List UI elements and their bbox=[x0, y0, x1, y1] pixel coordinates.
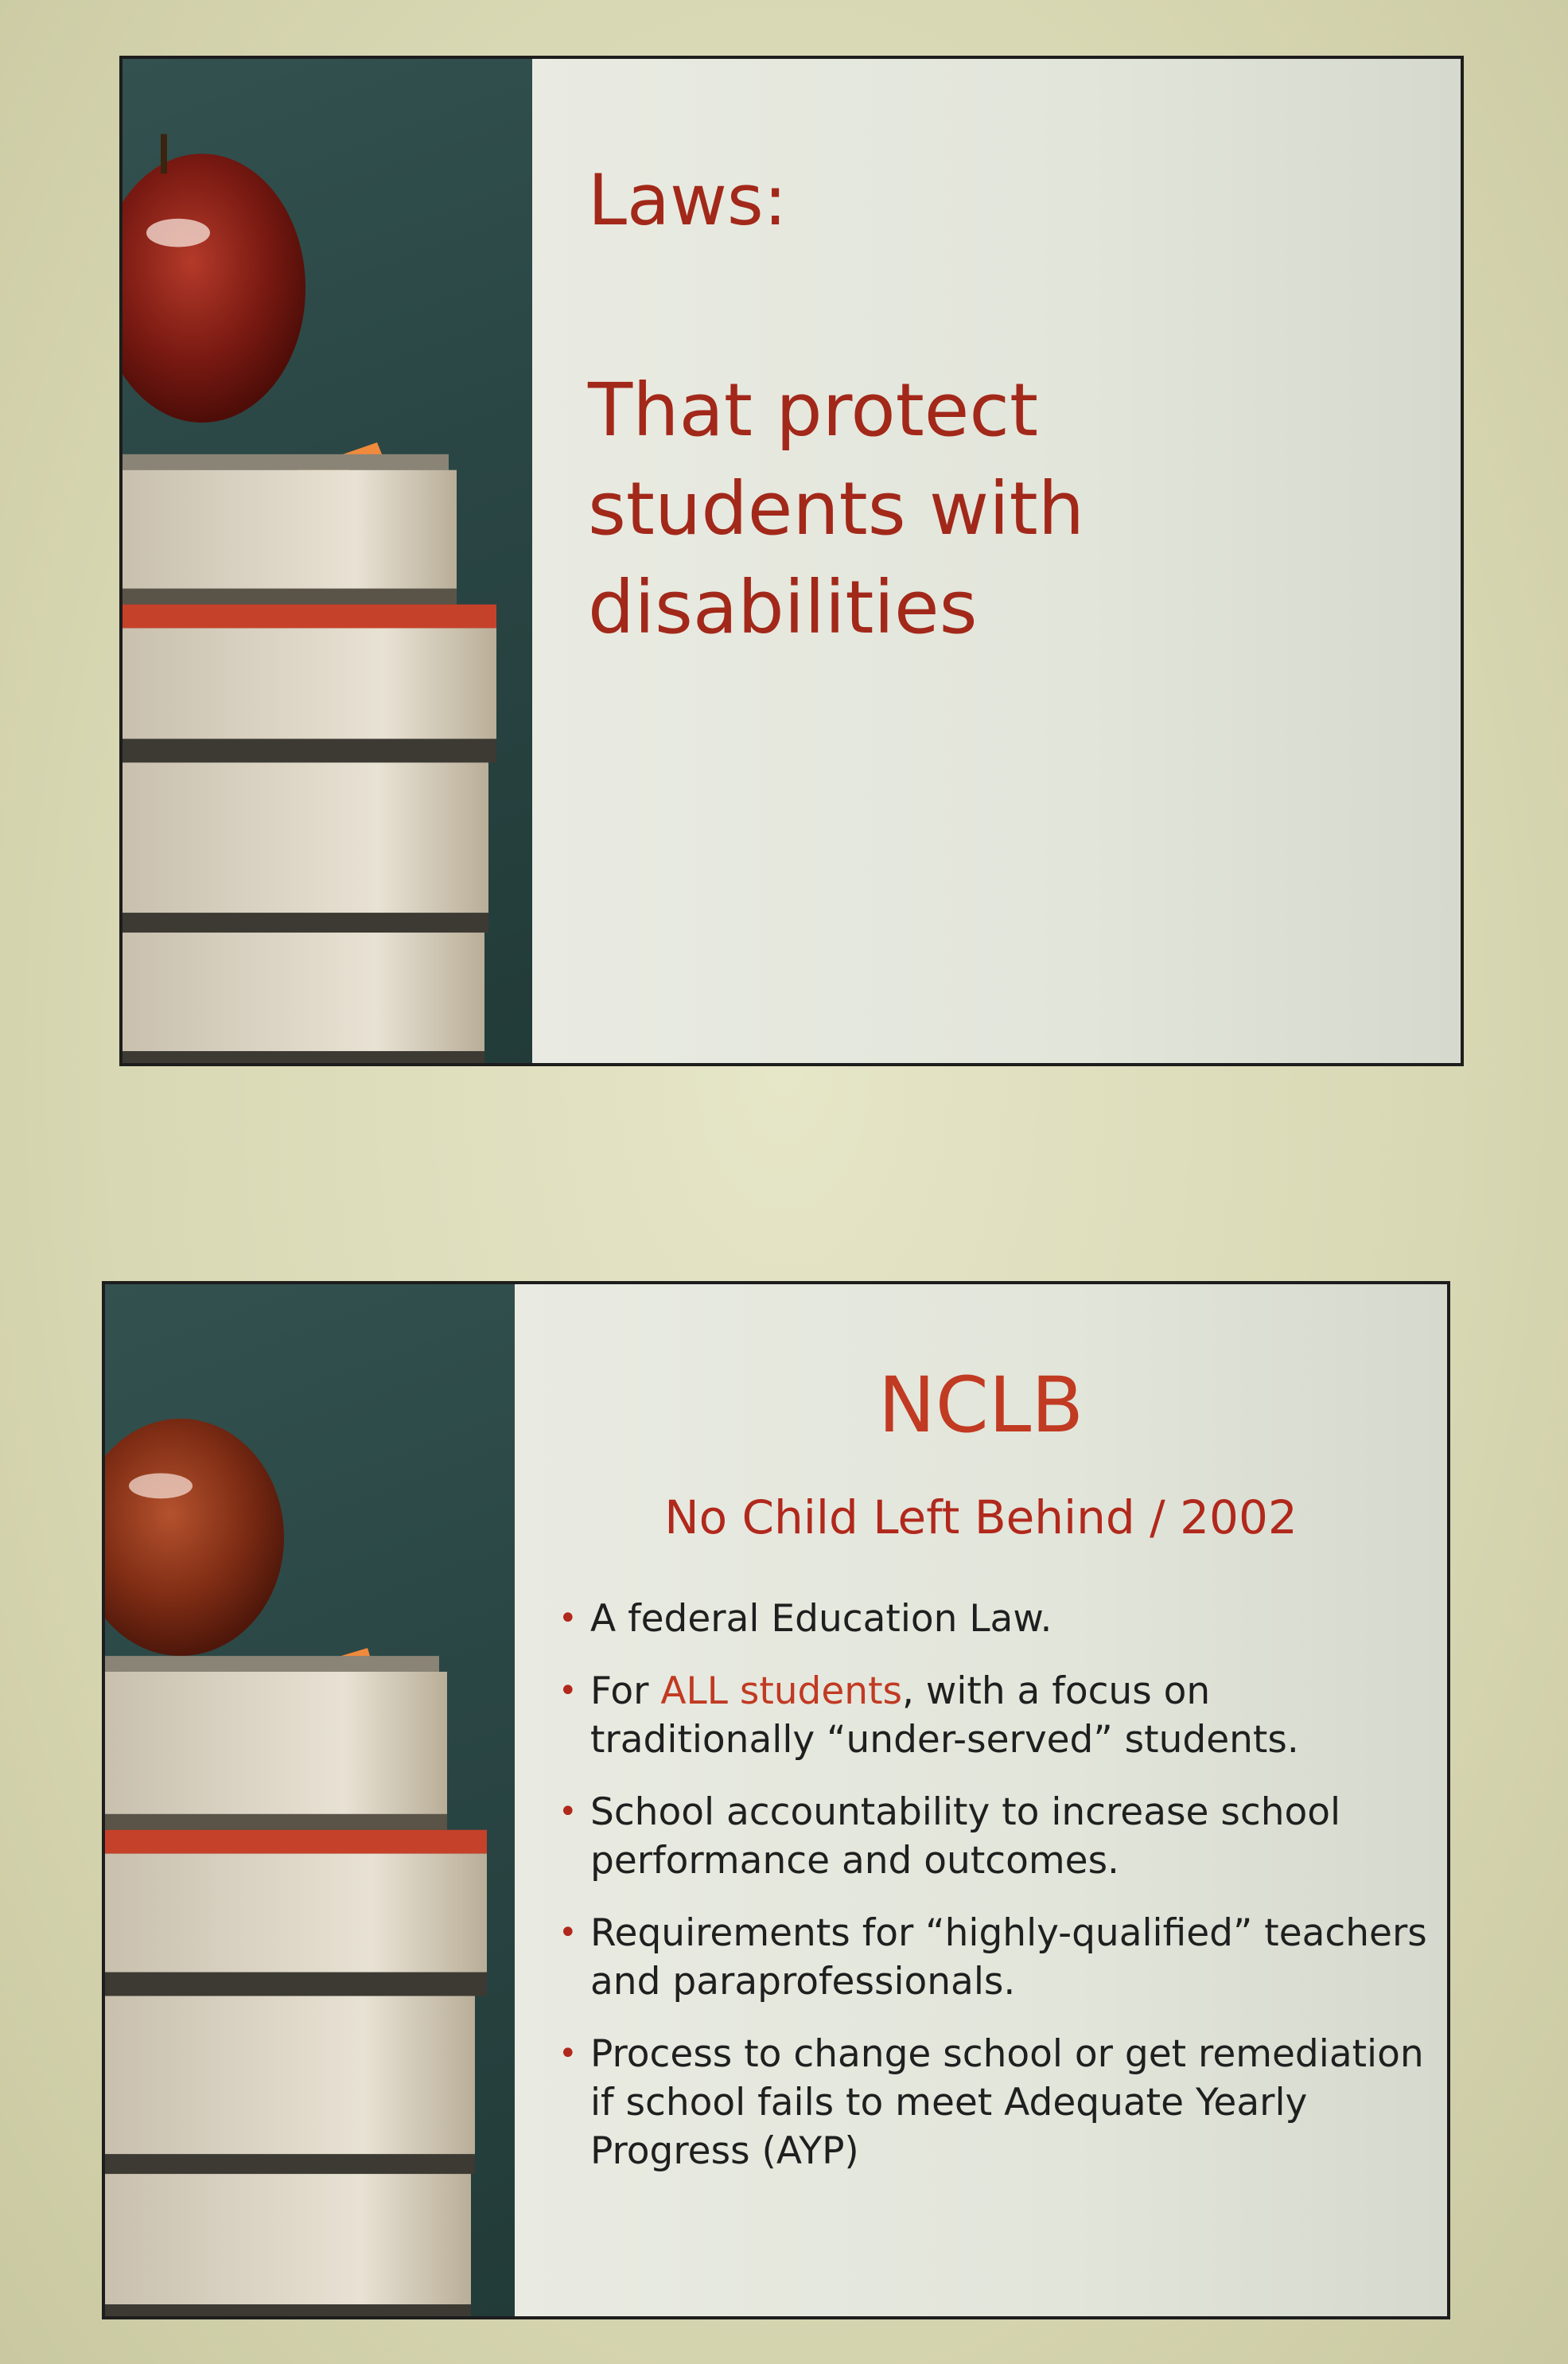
slide-text-panel bbox=[515, 1284, 1447, 2316]
bullet-text: A federal Education Law. bbox=[590, 1597, 1052, 1641]
bullet-text-pre: For bbox=[590, 1669, 661, 1713]
bullet-marker: • bbox=[558, 1793, 578, 1830]
bullet-marker: • bbox=[558, 1673, 578, 1709]
list-item bbox=[558, 1595, 1434, 1643]
apple-icon bbox=[105, 1419, 284, 1656]
bullet-marker: • bbox=[558, 1600, 578, 1637]
bullet-text: Process to change school or get remediation if school fails to meet Adequate Yearly Progress (AYP) bbox=[590, 2032, 1424, 2173]
bullet-marker: • bbox=[558, 2035, 578, 2072]
list-item bbox=[558, 2030, 1434, 2175]
bullet-text-post: , with a focus on traditionally “under-served” students. bbox=[590, 1669, 1299, 1762]
bullet-text: Requirements for “highly-qualified” teachers and paraprofessionals. bbox=[590, 1911, 1427, 2004]
apple-books-photo bbox=[105, 1284, 515, 2316]
bullet-text: School accountability to increase school performance and outcomes. bbox=[590, 1790, 1341, 1883]
bullet-list bbox=[558, 1595, 1434, 2199]
slide-laws bbox=[119, 56, 1464, 1066]
slide-nclb bbox=[102, 1281, 1450, 2319]
books-stack-icon bbox=[105, 1284, 515, 2316]
slide-subtitle: No Child Left Behind / 2002 bbox=[664, 1490, 1298, 1544]
list-item bbox=[558, 1667, 1434, 1764]
slide-title: Laws: bbox=[588, 159, 788, 241]
books-stack-icon bbox=[123, 59, 532, 1063]
list-item bbox=[558, 1788, 1434, 1885]
bullet-marker: • bbox=[558, 1914, 578, 1951]
slide-subtitle: That protect students with disabilities bbox=[588, 368, 1085, 650]
slide-text-panel bbox=[532, 59, 1461, 1063]
apple-icon bbox=[123, 134, 305, 423]
slide-title: NCLB bbox=[877, 1361, 1084, 1450]
list-item bbox=[558, 1909, 1434, 2006]
apple-books-photo bbox=[123, 59, 532, 1063]
bullet-highlight: ALL students bbox=[660, 1669, 903, 1713]
